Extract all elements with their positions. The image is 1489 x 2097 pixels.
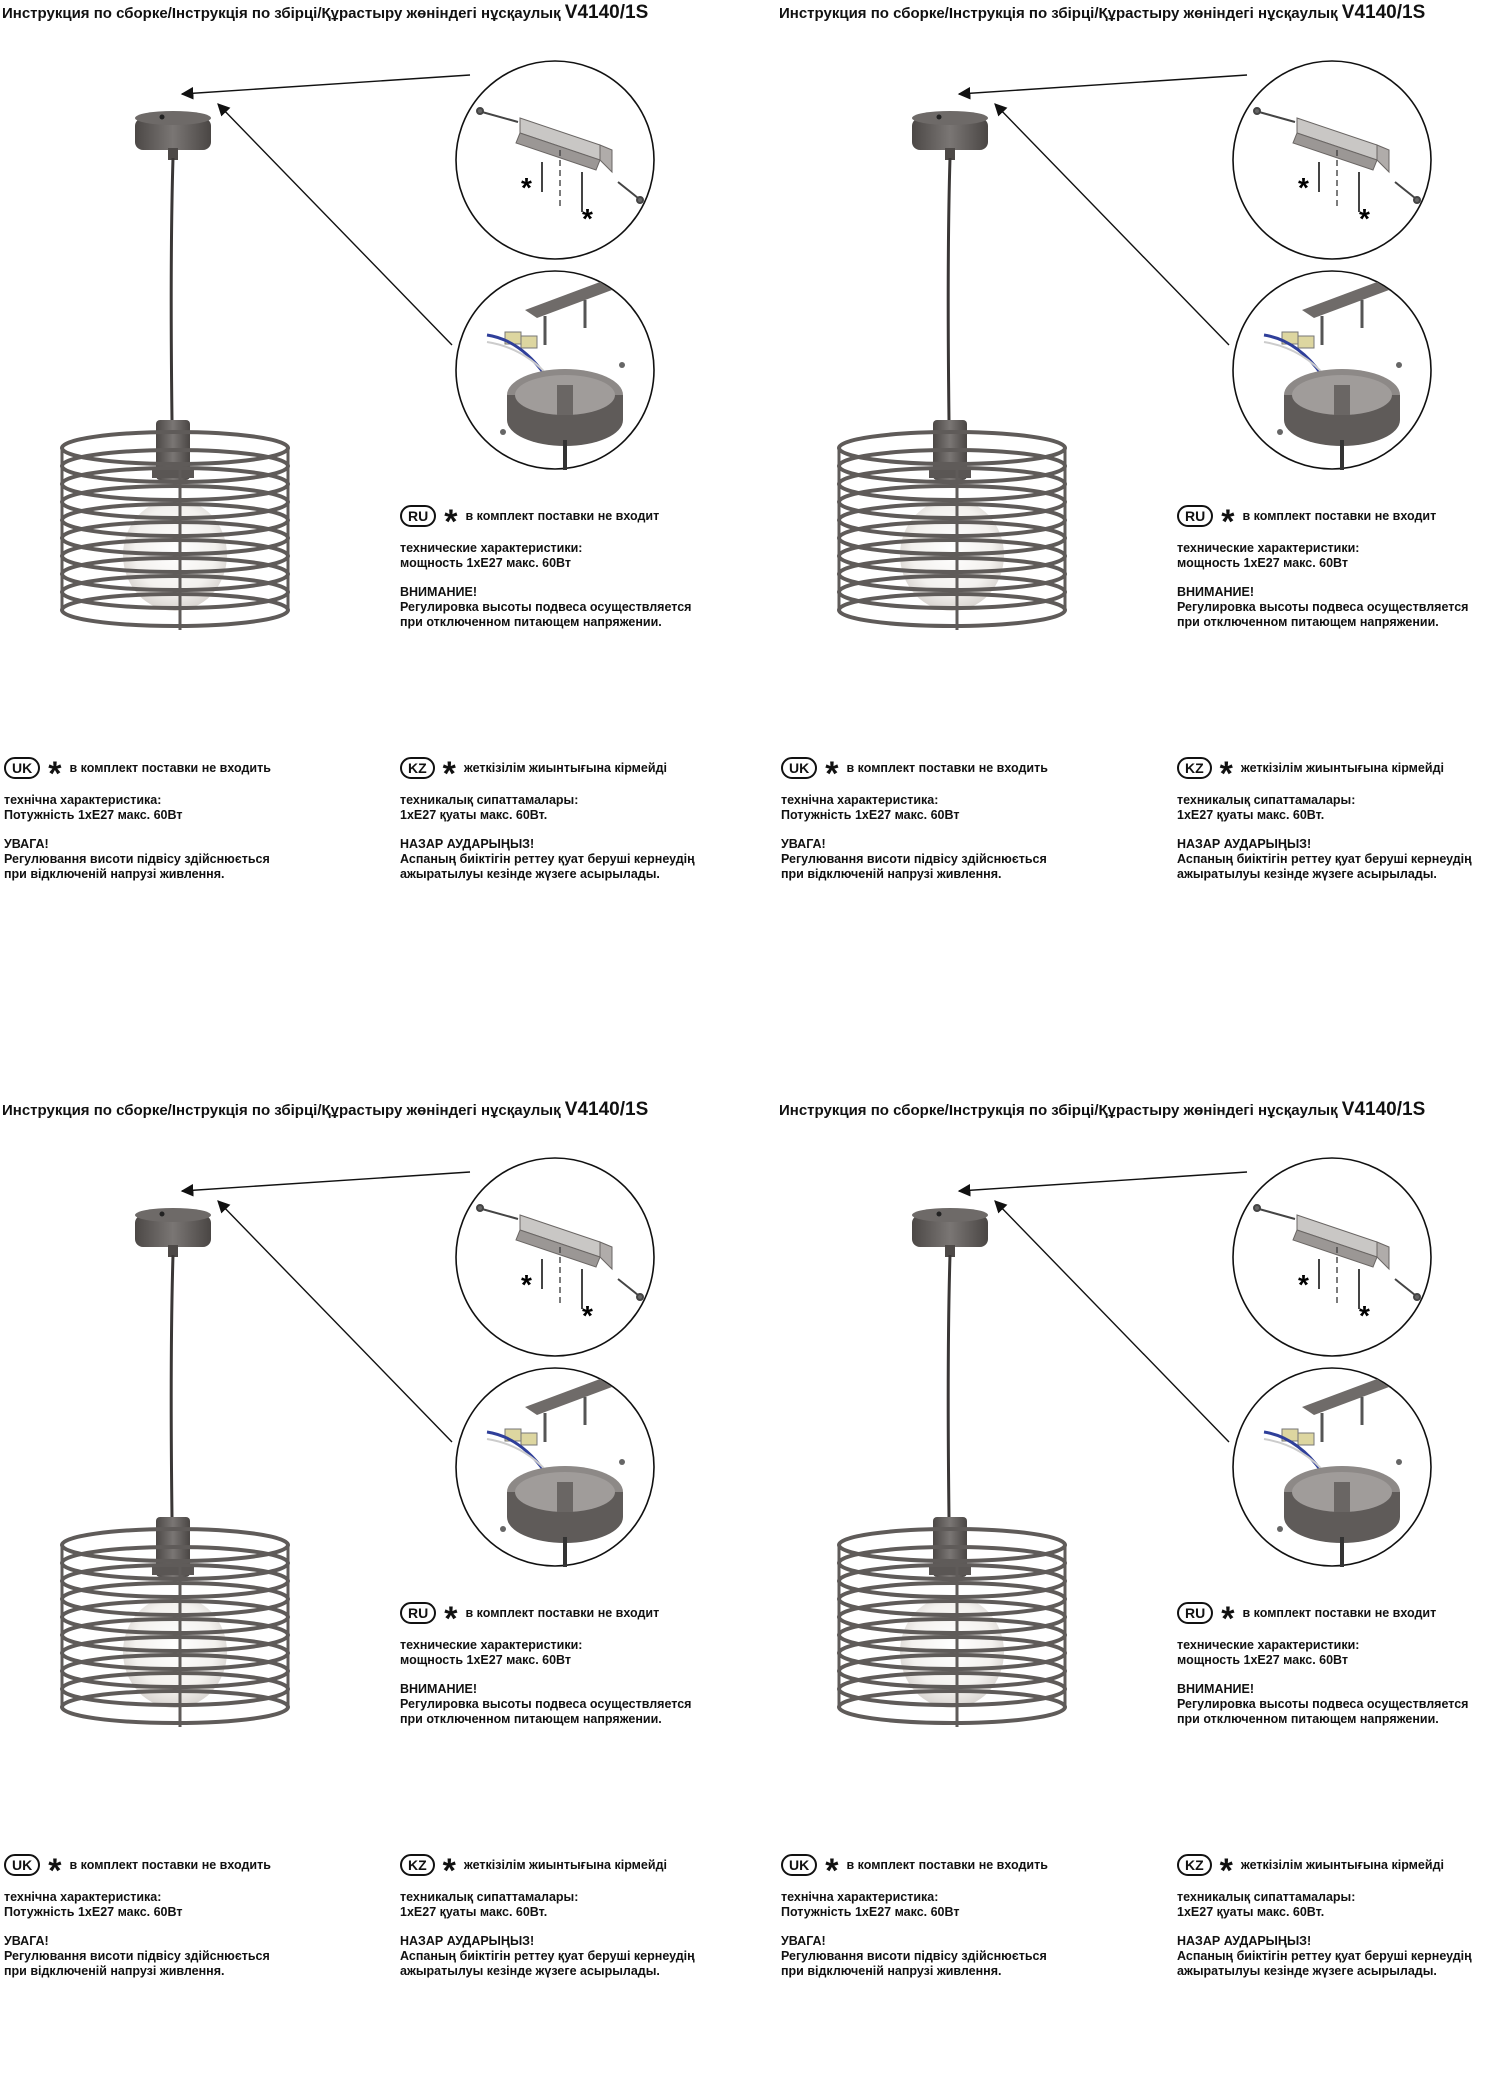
not-included-note: в комплект поставки не входит [1242, 1605, 1437, 1620]
mounting-detail-callout [1233, 1158, 1431, 1356]
spec-title: технические характеристики: [400, 541, 583, 555]
instruction-panel [777, 1097, 1489, 2097]
spec-value: мощность 1хЕ27 макс. 60Вт [400, 1653, 572, 1667]
asterisk-icon: * [442, 755, 456, 793]
not-included-note: жеткізілім жиынтығына кірмейді [1240, 1857, 1444, 1872]
warning-text: при відключеній напрузі живлення. [4, 867, 225, 881]
asterisk-icon: * [444, 1600, 458, 1638]
cable-icon [948, 158, 950, 420]
spec-value: 1хЕ27 қуаты макс. 60Вт. [400, 1905, 548, 1919]
mounting-detail-callout [456, 1158, 654, 1356]
spec-title: техникалық сипаттамалары: [1177, 793, 1356, 807]
not-included-note: жеткізілім жиынтығына кірмейді [463, 1857, 667, 1872]
asterisk-icon: * [825, 1852, 839, 1890]
warning-text: Регулировка высоты подвеса осуществляется [400, 1697, 692, 1711]
warning-title: ВНИМАНИЕ! [1177, 585, 1254, 599]
instruction-panel [777, 0, 1489, 1000]
lang-badge-uk: UK [781, 757, 817, 779]
uk-section [781, 757, 1048, 896]
warning-text: при отключенном питающем напряжении. [400, 615, 662, 629]
not-included-note: жеткізілім жиынтығына кірмейді [463, 760, 667, 775]
spec-value: Потужність 1хЕ27 макс. 60Вт [781, 1905, 960, 1919]
spec-value: 1хЕ27 қуаты макс. 60Вт. [400, 808, 548, 822]
warning-title: НАЗАР АУДАРЫҢЫЗ! [1177, 1934, 1312, 1948]
warning-title: УВАГА! [4, 837, 49, 851]
cable-icon [171, 1255, 173, 1517]
warning-title: НАЗАР АУДАРЫҢЫЗ! [400, 1934, 535, 1948]
model-number: V4140/1S [1341, 1099, 1426, 1120]
asterisk-icon: * [444, 503, 458, 541]
model-number: V4140/1S [564, 2, 649, 23]
spec-value: Потужність 1хЕ27 макс. 60Вт [4, 808, 183, 822]
warning-text: Аспаның биіктігін реттеу қуат беруші кернеудің [1177, 1949, 1472, 1963]
asterisk-mark: * [582, 203, 593, 234]
mounting-detail-callout [456, 61, 654, 259]
kz-section [1177, 1854, 1472, 1993]
lang-badge-kz: KZ [1177, 1854, 1212, 1876]
spec-value: мощность 1хЕ27 макс. 60Вт [1177, 556, 1349, 570]
asterisk-mark: * [1298, 172, 1309, 203]
asterisk-icon: * [1219, 1852, 1233, 1890]
asterisk-icon: * [1221, 503, 1235, 541]
spec-title: технічна характеристика: [781, 793, 939, 807]
pointer-arrow-icon [182, 1172, 470, 1442]
spec-title: технические характеристики: [1177, 1638, 1360, 1652]
spec-value: Потужність 1хЕ27 макс. 60Вт [4, 1905, 183, 1919]
kz-section [1177, 757, 1472, 896]
asterisk-icon: * [48, 1852, 62, 1890]
warning-text: Регулировка высоты подвеса осуществляется [400, 600, 692, 614]
asterisk-icon: * [825, 755, 839, 793]
warning-title: УВАГА! [4, 1934, 49, 1948]
ru-section [400, 505, 691, 644]
warning-text: Аспаның биіктігін реттеу қуат беруші кернеудің [400, 852, 695, 866]
uk-section [4, 757, 271, 896]
warning-text: Аспаның биіктігін реттеу қуат беруші кернеудің [400, 1949, 695, 1963]
title-text: Инструкция по сборке/Інструкція по збірці/Құрастыру жөніндегі нұсқаулық [779, 1102, 1342, 1119]
uk-section [781, 1854, 1048, 1993]
mounting-detail-callout [1233, 61, 1431, 259]
warning-title: ВНИМАНИЕ! [1177, 1682, 1254, 1696]
spec-title: техникалық сипаттамалары: [1177, 1890, 1356, 1904]
asterisk-mark: * [521, 1269, 532, 1300]
ru-section [400, 1602, 691, 1741]
cable-icon [171, 158, 173, 420]
canopy-icon [912, 1208, 988, 1257]
pointer-arrow-icon [182, 75, 470, 345]
pointer-arrow-icon [959, 75, 1247, 345]
spec-value: 1хЕ27 қуаты макс. 60Вт. [1177, 1905, 1325, 1919]
instruction-panel [0, 0, 744, 1000]
warning-text: Регулювання висоти підвісу здійснюється [4, 852, 270, 866]
not-included-note: в комплект поставки не входит [465, 508, 660, 523]
kz-section [400, 757, 695, 896]
title-text: Инструкция по сборке/Інструкція по збірці/Құрастыру жөніндегі нұсқаулық [779, 5, 1342, 22]
asterisk-icon: * [1219, 755, 1233, 793]
warning-text: ажыратылуы кезінде жүзеге асырылады. [1177, 867, 1437, 881]
spec-value: 1хЕ27 қуаты макс. 60Вт. [1177, 808, 1325, 822]
warning-text: ажыратылуы кезінде жүзеге асырылады. [400, 1964, 660, 1978]
warning-text: при отключенном питающем напряжении. [1177, 615, 1439, 629]
warning-title: УВАГА! [781, 837, 826, 851]
not-included-note: в комплект поставки не входить [846, 760, 1048, 775]
warning-title: ВНИМАНИЕ! [400, 585, 477, 599]
spec-title: техникалық сипаттамалары: [400, 793, 579, 807]
wiring-detail-callout [1233, 271, 1431, 470]
canopy-icon [912, 111, 988, 160]
asterisk-mark: * [1298, 1269, 1309, 1300]
warning-title: НАЗАР АУДАРЫҢЫЗ! [1177, 837, 1312, 851]
lang-badge-kz: KZ [1177, 757, 1212, 779]
lang-badge-ru: RU [400, 505, 436, 527]
lang-badge-kz: KZ [400, 1854, 435, 1876]
not-included-note: в комплект поставки не входить [846, 1857, 1048, 1872]
warning-text: при отключенном питающем напряжении. [400, 1712, 662, 1726]
warning-text: Регулировка высоты подвеса осуществляется [1177, 600, 1469, 614]
warning-text: Регулювання висоти підвісу здійснюється [4, 1949, 270, 1963]
instruction-panel [0, 1097, 744, 2097]
warning-text: Регулировка высоты подвеса осуществляется [1177, 1697, 1469, 1711]
wiring-detail-callout [456, 1368, 654, 1567]
warning-text: Регулювання висоти підвісу здійснюється [781, 852, 1047, 866]
uk-section [4, 1854, 271, 1993]
lang-badge-ru: RU [400, 1602, 436, 1624]
wiring-detail-callout [1233, 1368, 1431, 1567]
warning-text: при відключеній напрузі живлення. [4, 1964, 225, 1978]
not-included-note: в комплект поставки не входить [69, 1857, 271, 1872]
asterisk-mark: * [1359, 1300, 1370, 1331]
spec-title: технічна характеристика: [4, 793, 162, 807]
not-included-note: жеткізілім жиынтығына кірмейді [1240, 760, 1444, 775]
warning-text: при відключеній напрузі живлення. [781, 1964, 1002, 1978]
asterisk-mark: * [1359, 203, 1370, 234]
ru-section [1177, 505, 1468, 644]
cable-icon [948, 1255, 950, 1517]
spec-title: техникалық сипаттамалары: [400, 1890, 579, 1904]
spec-title: технические характеристики: [400, 1638, 583, 1652]
not-included-note: в комплект поставки не входит [1242, 508, 1437, 523]
lang-badge-ru: RU [1177, 1602, 1213, 1624]
warning-text: Регулювання висоти підвісу здійснюється [781, 1949, 1047, 1963]
warning-title: УВАГА! [781, 1934, 826, 1948]
lang-badge-uk: UK [781, 1854, 817, 1876]
canopy-icon [135, 1208, 211, 1257]
not-included-note: в комплект поставки не входить [69, 760, 271, 775]
model-number: V4140/1S [1341, 2, 1426, 23]
lang-badge-kz: KZ [400, 757, 435, 779]
spec-title: технічна характеристика: [781, 1890, 939, 1904]
spec-title: технические характеристики: [1177, 541, 1360, 555]
not-included-note: в комплект поставки не входит [465, 1605, 660, 1620]
asterisk-mark: * [521, 172, 532, 203]
warning-title: ВНИМАНИЕ! [400, 1682, 477, 1696]
warning-text: при відключеній напрузі живлення. [781, 867, 1002, 881]
spec-value: мощность 1хЕ27 макс. 60Вт [400, 556, 572, 570]
warning-text: ажыратылуы кезінде жүзеге асырылады. [1177, 1964, 1437, 1978]
asterisk-icon: * [442, 1852, 456, 1890]
ru-section [1177, 1602, 1468, 1741]
title-text: Инструкция по сборке/Інструкція по збірці/Құрастыру жөніндегі нұсқаулық [2, 1102, 565, 1119]
lang-badge-ru: RU [1177, 505, 1213, 527]
lang-badge-uk: UK [4, 757, 40, 779]
spec-value: мощность 1хЕ27 макс. 60Вт [1177, 1653, 1349, 1667]
pointer-arrow-icon [959, 1172, 1247, 1442]
title-text: Инструкция по сборке/Інструкція по збірці/Құрастыру жөніндегі нұсқаулық [2, 5, 565, 22]
spec-value: Потужність 1хЕ27 макс. 60Вт [781, 808, 960, 822]
canopy-icon [135, 111, 211, 160]
warning-text: при отключенном питающем напряжении. [1177, 1712, 1439, 1726]
kz-section [400, 1854, 695, 1993]
warning-text: Аспаның биіктігін реттеу қуат беруші кернеудің [1177, 852, 1472, 866]
asterisk-icon: * [48, 755, 62, 793]
warning-title: НАЗАР АУДАРЫҢЫЗ! [400, 837, 535, 851]
lang-badge-uk: UK [4, 1854, 40, 1876]
model-number: V4140/1S [564, 1099, 649, 1120]
asterisk-icon: * [1221, 1600, 1235, 1638]
warning-text: ажыратылуы кезінде жүзеге асырылады. [400, 867, 660, 881]
asterisk-mark: * [582, 1300, 593, 1331]
spec-title: технічна характеристика: [4, 1890, 162, 1904]
wiring-detail-callout [456, 271, 654, 470]
